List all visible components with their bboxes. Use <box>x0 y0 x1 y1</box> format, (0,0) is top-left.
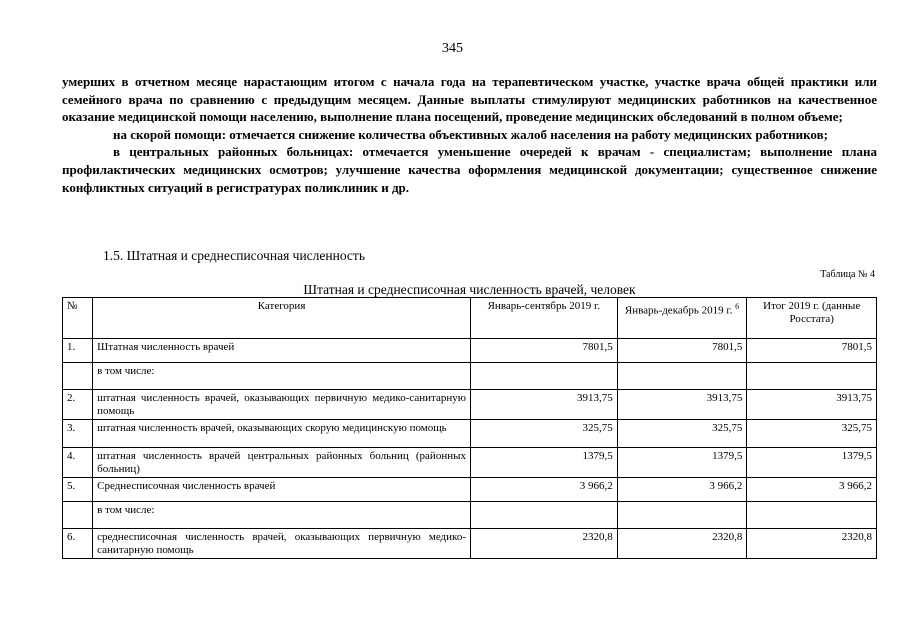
row-jan-dec: 3913,75 <box>617 390 747 420</box>
table-number: Таблица № 4 <box>820 269 875 280</box>
table-row <box>63 529 877 559</box>
row-category: Среднесписочная численность врачей <box>93 478 471 502</box>
row-jan-dec: 1379,5 <box>617 448 747 478</box>
row-no: 4. <box>63 448 93 478</box>
table-row <box>63 363 877 390</box>
row-no <box>63 363 93 390</box>
header-total: Итог 2019 г. (данные Росстата) <box>747 298 877 339</box>
row-no: 5. <box>63 478 93 502</box>
table-title: Штатная и среднесписочная численность врачей, человек <box>303 282 636 297</box>
row-category: среднесписочная численность врачей, оказывающих первичную медико-санитарную помощь <box>93 529 471 559</box>
table-row <box>63 502 877 529</box>
header-jan-sep: Январь-сентябрь 2019 г. <box>470 298 617 339</box>
row-jan-sep <box>470 502 617 529</box>
table-row <box>63 339 877 363</box>
row-total: 3913,75 <box>747 390 877 420</box>
row-total: 2320,8 <box>747 529 877 559</box>
body-text <box>62 73 877 196</box>
row-total <box>747 502 877 529</box>
header-no: № <box>63 298 93 339</box>
footnote-mark: 6 <box>735 302 740 311</box>
header-category: Категория <box>93 298 471 339</box>
table-row <box>63 390 877 420</box>
row-jan-dec <box>617 502 747 529</box>
row-no: 3. <box>63 420 93 448</box>
row-no: 2. <box>63 390 93 420</box>
row-jan-sep: 3 966,2 <box>470 478 617 502</box>
row-jan-dec: 2320,8 <box>617 529 747 559</box>
row-total: 7801,5 <box>747 339 877 363</box>
table-row <box>63 420 877 448</box>
row-no: 1. <box>63 339 93 363</box>
row-jan-sep: 325,75 <box>470 420 617 448</box>
row-jan-dec: 3 966,2 <box>617 478 747 502</box>
header-jan-dec <box>617 298 747 339</box>
row-total <box>747 363 877 390</box>
table-header-row <box>63 298 877 339</box>
row-category: в том числе: <box>93 363 471 390</box>
row-category: штатная численность врачей центральных районных больниц (районных больниц) <box>93 448 471 478</box>
row-jan-dec: 7801,5 <box>617 339 747 363</box>
row-jan-sep: 7801,5 <box>470 339 617 363</box>
row-category: в том числе: <box>93 502 471 529</box>
row-total: 3 966,2 <box>747 478 877 502</box>
section-heading: 1.5. Штатная и среднесписочная численность <box>103 248 365 263</box>
row-no: 6. <box>63 529 93 559</box>
row-no <box>63 502 93 529</box>
row-jan-sep: 1379,5 <box>470 448 617 478</box>
paragraph-2: на скорой помощи: отмечается снижение количества объективных жалоб населения на работу медицинских работников; <box>113 126 828 142</box>
row-category: штатная численность врачей, оказывающих скорую медицинскую помощь <box>93 420 471 448</box>
table-row <box>63 448 877 478</box>
row-jan-dec: 325,75 <box>617 420 747 448</box>
row-jan-sep: 2320,8 <box>470 529 617 559</box>
row-jan-sep <box>470 363 617 390</box>
row-category: штатная численность врачей, оказывающих первичную медико-санитарную помощь <box>93 390 471 420</box>
row-total: 325,75 <box>747 420 877 448</box>
table-row <box>63 478 877 502</box>
staff-table <box>62 297 877 559</box>
paragraph-1: умерших в отчетном месяце нарастающим итогом с начала года на терапевтическом участке, участке врача общей практики или семейного врача по сравнению с предыдущим месяцем. Данные выплаты стимулируют медицинских работников на качественное оказание медицинской помощи населению, выполнение плана посещений, проведение медицинских обследований в полном объеме; <box>62 74 877 125</box>
row-category: Штатная численность врачей <box>93 339 471 363</box>
row-jan-sep: 3913,75 <box>470 390 617 420</box>
header-jan-dec-label: Январь-декабрь 2019 г. <box>624 304 733 317</box>
row-jan-dec <box>617 363 747 390</box>
paragraph-3: в центральных районных больницах: отмечается уменьшение очередей к врачам - специалистам; выполнение плана профилактических медицинских осмотров; улучшение качества оформления медицинской документации; существенное снижение конфликтных ситуаций в регистратурах поликлиник и др. <box>62 144 877 195</box>
page-number: 345 <box>442 41 463 56</box>
row-total: 1379,5 <box>747 448 877 478</box>
